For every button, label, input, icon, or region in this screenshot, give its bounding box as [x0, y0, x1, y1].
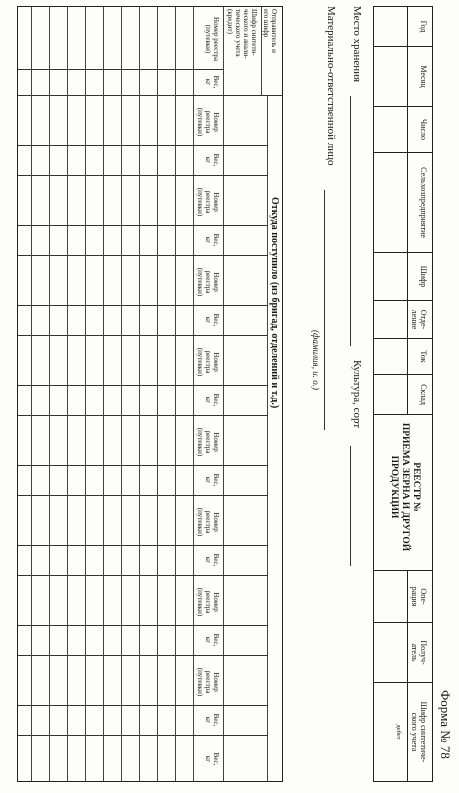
group-register-no: Номер реестра (путевки)	[204, 17, 220, 61]
header-label-department: Отде- ление	[410, 309, 428, 330]
sub-register-8: Номер реестра (путевки)	[196, 667, 220, 697]
sub-weight-3: Вес, кг	[204, 313, 220, 327]
sub-register-1: Номер реестра (путевки)	[196, 107, 220, 137]
storage-place-label: Место хранения	[351, 6, 363, 83]
header-cell-year	[374, 7, 432, 47]
header-label-threshing: Ток	[419, 350, 428, 363]
header-cell-warehouse	[374, 375, 432, 415]
crop-label: Культура, сорт	[351, 360, 363, 429]
sender-label: Отправитель и его шифр	[262, 9, 278, 53]
cipher-label: Шифр синтети- ческого и анали- тического учета (кредит)	[226, 9, 258, 59]
sub-register-6: Номер реестра (путевки)	[196, 507, 220, 537]
sub-weight-7: Вес, кг	[204, 633, 220, 647]
register-title: РЕЕСТР № ПРИЕМА ЗЕРНА И ДРУГОЙ ПРОДУКЦИИ	[389, 422, 421, 552]
sub-weight-final: Вес, кг	[204, 752, 220, 766]
sub-weight-4: Вес, кг	[204, 393, 220, 407]
name-hint: (фамилия, и. о.)	[311, 330, 321, 390]
sub-register-4: Номер реестра (путевки)	[196, 347, 220, 377]
form-number: Форма № 78	[438, 690, 453, 759]
header-label-operation: Опе- рация	[410, 586, 428, 607]
group-weight: Вес, кг	[204, 75, 220, 89]
sub-register-3: Номер реестра (путевки)	[196, 267, 220, 297]
sub-register-5: Номер реестра (путевки)	[196, 427, 220, 457]
header-cell-recipient	[374, 623, 432, 683]
storage-place-line	[350, 96, 351, 346]
header-cell-operation	[374, 571, 432, 623]
header-cell-day	[374, 107, 432, 153]
sub-weight-2: Вес, кг	[204, 233, 220, 247]
header-label-year: Год	[419, 20, 428, 33]
header-label-day: Число	[419, 118, 428, 141]
header-cell-code	[374, 253, 432, 301]
sub-weight-8: Вес, кг	[204, 713, 220, 727]
responsible-line	[324, 190, 325, 430]
header-cell-month	[374, 47, 432, 107]
receipt-table	[17, 6, 283, 782]
sub-register-2: Номер реестра (путевки)	[196, 187, 220, 217]
header-cell-department	[374, 301, 432, 339]
header-label-recipient: Получ- атель	[410, 640, 428, 665]
header-table	[373, 6, 433, 782]
header-cell-synthetic	[374, 683, 432, 781]
table-title: Откуда поступило (из бригад, отделений и т.д.)	[269, 197, 280, 409]
header-label-code: Шифр	[419, 265, 428, 288]
sub-register-7: Номер реестра (путевки)	[196, 587, 220, 617]
header-label-synthetic: Шифр синтетиче- ского учета	[410, 701, 428, 763]
crop-line	[350, 446, 351, 566]
sub-weight-1: Вес, кг	[204, 153, 220, 167]
header-label-farm: Сельхозпредприятие	[419, 167, 428, 238]
header-label-warehouse: Склад	[419, 384, 428, 405]
header-label-month: Месяц	[419, 65, 428, 88]
sub-weight-6: Вес, кг	[204, 553, 220, 567]
sub-weight-5: Вес, кг	[204, 473, 220, 487]
header-label-debit: дебет	[395, 724, 402, 740]
header-cell-threshing	[374, 339, 432, 375]
header-cell-farm	[374, 153, 432, 253]
responsible-label: Материально-ответственной лицо	[325, 6, 337, 166]
